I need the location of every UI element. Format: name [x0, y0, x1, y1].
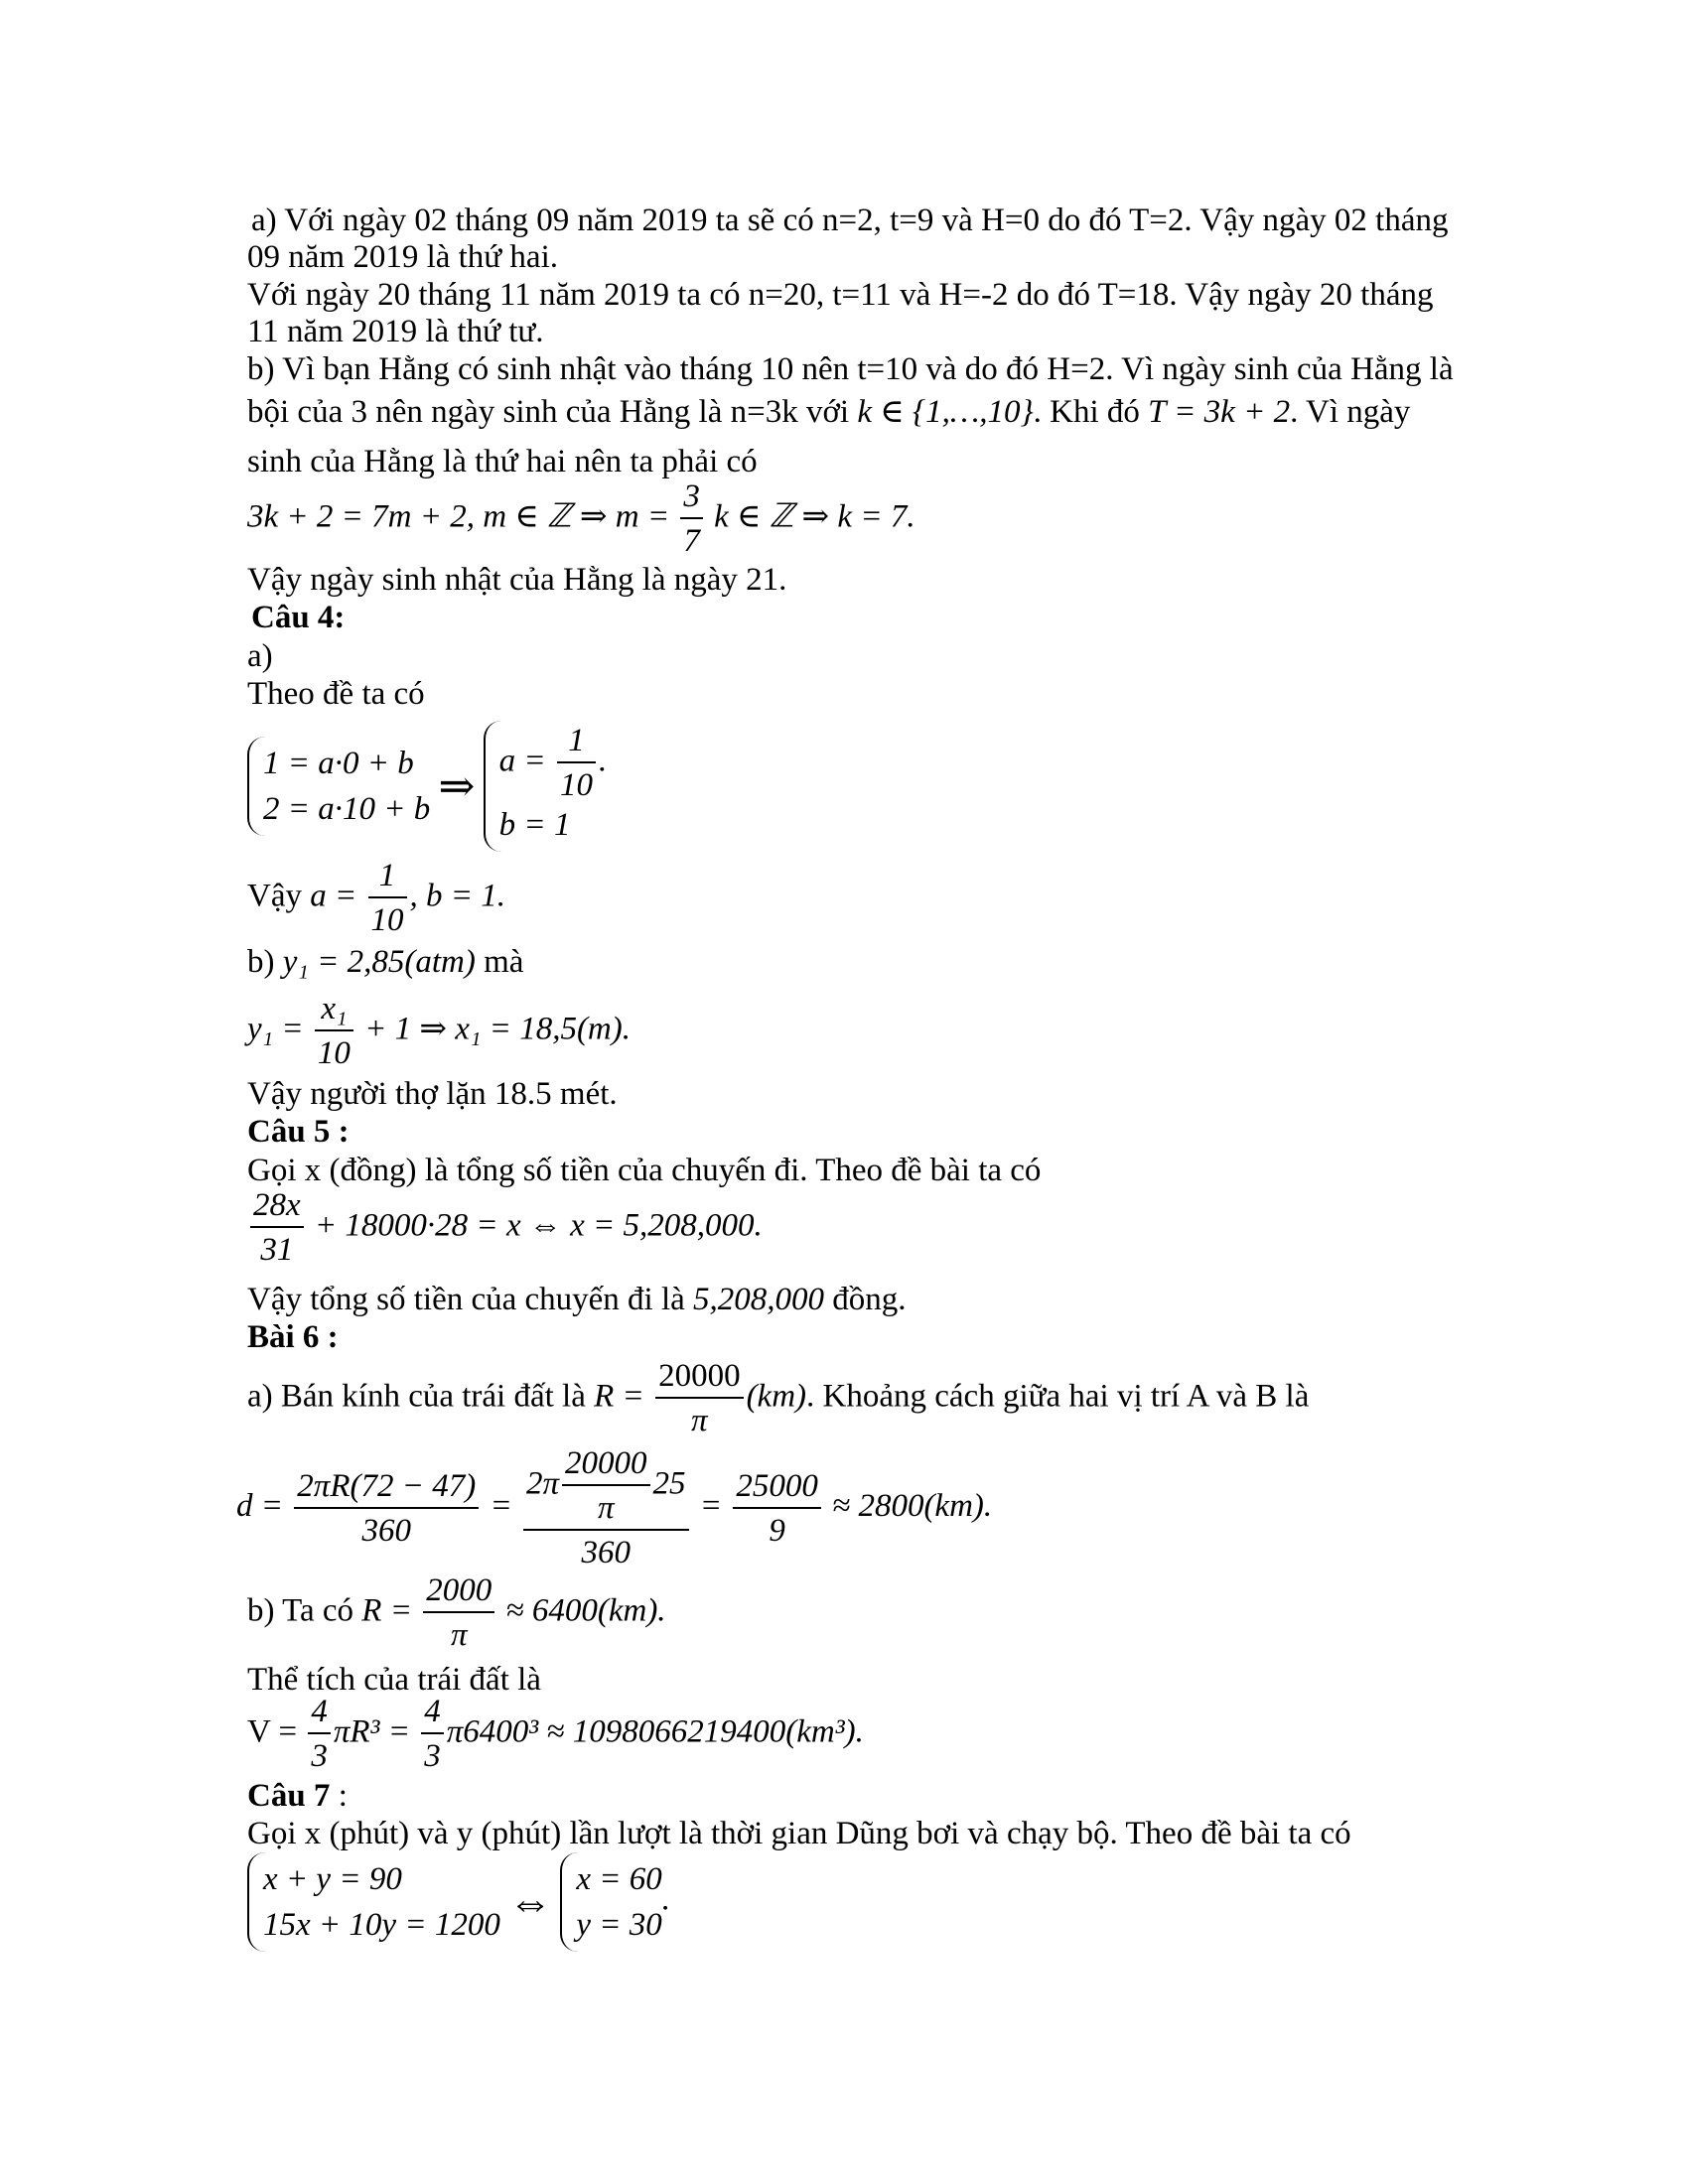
conclusion-text: đồng.	[832, 1282, 907, 1317]
bai6-volume-text: Thể tích của trái đất là	[247, 1662, 541, 1698]
unit-km: (km)	[746, 1378, 807, 1415]
eq-right: + 1 ⇒ x₁ = 18,5(m).	[364, 1011, 632, 1047]
v-equals: V =	[247, 1713, 298, 1750]
fraction-numerator: 4	[421, 1696, 444, 1734]
y1-value: y₁ = 2,85(atm)	[282, 944, 476, 980]
b-equals: , b = 1.	[409, 878, 506, 914]
fraction-x1-10	[315, 993, 353, 1070]
cau4-intro: Theo đề ta có	[247, 676, 425, 712]
cau7-heading	[247, 1777, 348, 1815]
fraction-4-3	[421, 1696, 444, 1773]
fraction-denominator: 360	[581, 1535, 632, 1570]
fraction-numerator: 2πR(72 − 47)	[294, 1470, 479, 1509]
equivalence-arrow: ⇔	[508, 1877, 553, 1927]
heading-text: Câu 7	[247, 1778, 331, 1814]
cau5-intro: Gọi x (đồng) là tổng số tiền của chuyến đi. Theo đề bài ta có	[247, 1153, 1042, 1188]
p1-line1: a) Với ngày 02 tháng 09 năm 2019 ta sẽ có n=2, t=9 và H=0 do đó T=2. Vậy ngày 02 tháng	[251, 203, 1449, 238]
b-text: b) Ta có	[247, 1592, 354, 1629]
trailing-dot: .	[661, 1881, 671, 1918]
fraction-denominator: 10	[559, 767, 593, 803]
degrees-25: 25	[652, 1465, 686, 1502]
p1-line2: 09 năm 2019 là thứ hai.	[247, 239, 559, 275]
bai6-distance-eq	[236, 1447, 992, 1570]
heading-colon: :	[330, 1778, 348, 1814]
fraction-numerator: 25000	[733, 1470, 821, 1509]
system-line: 15x + 10y = 1200	[263, 1907, 500, 1943]
fraction-denominator: 10	[370, 902, 404, 938]
cau4-system	[247, 721, 607, 852]
equals-sign: =	[699, 1488, 723, 1525]
fraction-numerator	[523, 1447, 689, 1531]
fraction-2000-pi	[423, 1574, 494, 1652]
p3-conclusion: Vậy ngày sinh nhật của Hằng là ngày 21.	[247, 562, 787, 598]
eq1-left: 3k + 2 = 7m + 2, m ∈ ℤ ⇒ m =	[247, 498, 670, 535]
fraction-nested	[523, 1447, 689, 1570]
fraction-20000-pi	[655, 1360, 744, 1437]
p3-line2a: bội của 3 nên ngày sinh của Hằng là n=3k với	[247, 394, 850, 430]
fraction-numerator: 4	[308, 1696, 331, 1734]
fraction-denominator: 31	[260, 1232, 294, 1268]
system-line: y = 30	[576, 1907, 662, 1943]
fraction-numerator: 20000	[562, 1447, 650, 1486]
a-text: a) Bán kính của trái đất là	[247, 1378, 586, 1415]
ma-word: mà	[484, 944, 524, 980]
p3-line3: sinh của Hằng là thứ hai nên ta phải có	[247, 444, 758, 479]
p2-line1: Với ngày 20 tháng 11 năm 2019 ta có n=20, t=11 và H=-2 do đó T=18. Vậy ngày 20 tháng	[247, 277, 1434, 313]
system-line: b = 1	[498, 807, 571, 843]
cau7-intro: Gọi x (phút) và y (phút) lần lượt là thời gian Dũng bơi và chạy bộ. Theo đề bài ta có	[247, 1816, 1351, 1851]
cau4-conclusion: Vậy người thợ lặn 18.5 mét.	[247, 1076, 618, 1112]
two-pi: 2π	[526, 1465, 560, 1502]
cau5-heading	[247, 1113, 350, 1151]
volume-mid: πR³ =	[333, 1713, 410, 1750]
cau5-equation	[247, 1189, 763, 1267]
conclusion-text: Vậy tổng số tiền của chuyến đi là	[247, 1282, 685, 1317]
implies-arrow: ⇒	[438, 761, 476, 811]
fraction-denominator: 360	[361, 1512, 411, 1549]
bai6-b-line	[247, 1574, 666, 1652]
fraction-denominator: 10	[317, 1035, 351, 1071]
system-line: x + y = 90	[263, 1861, 402, 1897]
r-equals: R =	[594, 1378, 644, 1415]
r-equals: R =	[361, 1592, 412, 1629]
p3-line2c: . Vì ngày	[1290, 394, 1411, 430]
fraction-denominator: 3	[311, 1738, 328, 1774]
fraction-denominator: 7	[683, 523, 700, 559]
fraction-numerator: 28x	[250, 1189, 304, 1228]
total-amount: 5,208,000	[693, 1282, 825, 1317]
radius-result: ≈ 6400(km).	[505, 1592, 666, 1629]
distance-result: ≈ 2800(km).	[832, 1488, 993, 1525]
cau7-system	[247, 1852, 670, 1952]
system-left	[247, 737, 430, 836]
inner-fraction	[562, 1447, 650, 1525]
b-label: b)	[247, 944, 275, 980]
fraction-numerator: 20000	[655, 1360, 744, 1399]
system-left	[247, 1852, 500, 1952]
equals-sign: =	[490, 1488, 512, 1525]
fraction-denominator: 3	[424, 1738, 441, 1774]
p3-line2b: . Khi đó	[1033, 394, 1140, 430]
volume-result: π6400³ ≈ 1098066219400(km³).	[446, 1713, 864, 1750]
p3-line2	[247, 393, 1410, 431]
heading-text: Câu 5 :	[247, 1114, 350, 1150]
p3-line1: b) Vì bạn Hằng có sinh nhật vào tháng 10 nên t=10 và do đó H=2. Vì ngày sinh của Hằng là	[247, 351, 1454, 387]
eq1-right: k ∈ ℤ ⇒ k = 7.	[714, 498, 915, 535]
cau5-conclusion	[247, 1281, 907, 1318]
system-right	[484, 721, 608, 852]
bai6-a-line	[247, 1360, 1309, 1437]
fraction-2piR	[294, 1467, 479, 1549]
eq-left: y₁ =	[247, 1011, 304, 1047]
a-text2: . Khoảng cách giữa hai vị trí A và B là	[806, 1378, 1310, 1415]
system-line: 2 = a·10 + b	[263, 791, 431, 827]
system-line: 1 = a·0 + b	[263, 746, 414, 781]
eq-right: + 18000·28 = x ⇔ x = 5,208,000.	[314, 1207, 763, 1244]
fraction-numerator: 1	[368, 860, 407, 898]
fraction-denominator: π	[691, 1403, 708, 1438]
fraction-4-3	[308, 1696, 331, 1773]
d-equals: d =	[236, 1488, 284, 1525]
system-line: x = 60	[576, 1861, 662, 1897]
fraction-25000-9	[733, 1467, 821, 1549]
fraction-1-10	[368, 860, 407, 937]
fraction-numerator: 2000	[423, 1574, 494, 1613]
fraction-denominator: π	[598, 1490, 615, 1526]
t-formula-math: T = 3k + 2	[1148, 394, 1291, 430]
a-equals: a =	[498, 743, 546, 779]
fraction-denominator: π	[450, 1617, 468, 1653]
fraction-numerator: 1	[557, 725, 596, 763]
bai6-volume-eq	[247, 1696, 864, 1773]
cau4-a-label: a)	[247, 638, 273, 674]
a-equals: a =	[310, 878, 357, 914]
cau4-vay-line	[247, 860, 505, 937]
fraction-denominator: 9	[769, 1512, 785, 1549]
heading-text: Bài 6 :	[247, 1319, 339, 1355]
system-line: a = $\frac{1}{10}$ .	[498, 723, 608, 803]
fraction-28x-31	[250, 1189, 304, 1267]
system-right	[560, 1852, 661, 1952]
cau4-heading	[251, 599, 345, 636]
k-set-math: k ∈ {1,…,10}	[857, 394, 1034, 430]
vay-word: Vậy	[247, 878, 302, 914]
cau4-equation	[247, 993, 631, 1070]
fraction-numerator: 3	[680, 480, 703, 519]
heading-text: Câu 4:	[251, 600, 346, 635]
fraction-3-7	[680, 480, 703, 558]
equation-k	[247, 480, 915, 558]
bai6-heading	[247, 1318, 339, 1356]
fraction-1-10	[557, 725, 596, 802]
fraction-numerator: x₁	[315, 993, 353, 1031]
p2-line2: 11 năm 2019 là thứ tư.	[247, 314, 544, 349]
cau4-b-line	[247, 943, 523, 981]
